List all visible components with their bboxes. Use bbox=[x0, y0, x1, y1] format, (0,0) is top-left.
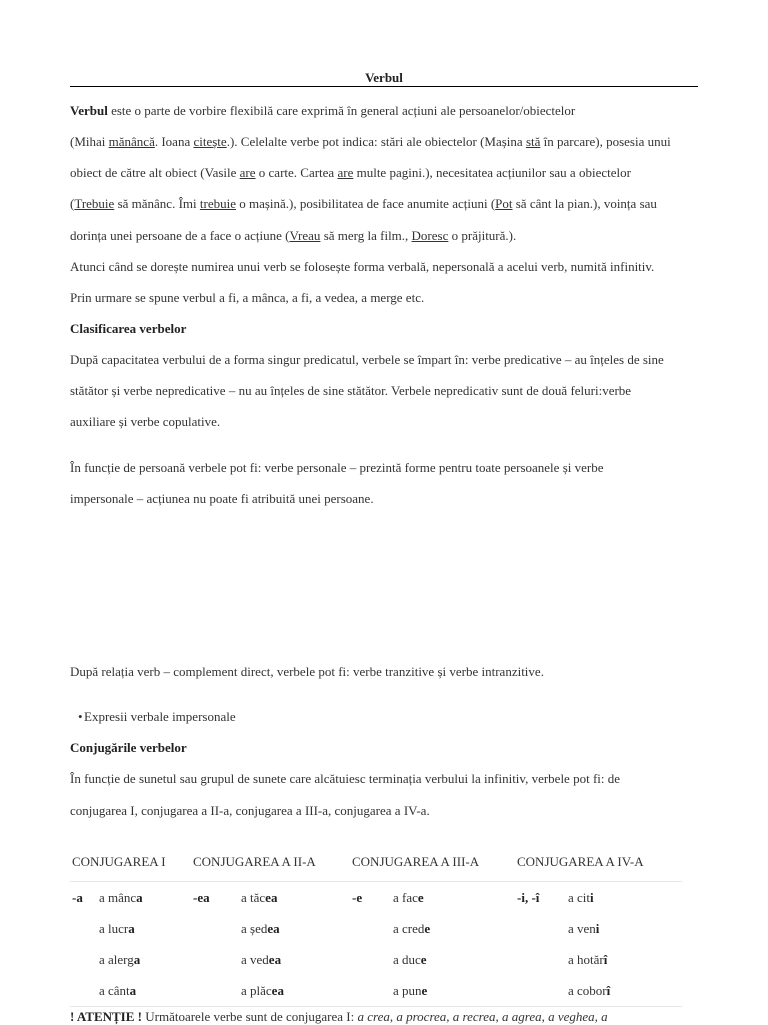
paragraph-infinitiv-line-1: Atunci când se dorește numirea unui verb se folosește forma verbală, nepersonală a acelui verb, numită infinitiv. bbox=[70, 259, 655, 274]
paragraph-predicative-line-2: stătător și verbe nepredicative – nu au înțeles de sine stătător. Verbele nepredicativ sunt de două feluri:verbe bbox=[70, 383, 632, 398]
paragraph-personale-line-1: În funcție de persoană verbele pot fi: verbe personale – prezintă forme pentru toate persoanele și verbe bbox=[70, 460, 604, 475]
table-cell: a tăcea bbox=[241, 889, 278, 905]
table-header-cell: CONJUGAREA I bbox=[70, 843, 193, 882]
table-cell: a face bbox=[393, 889, 424, 905]
table-cell: a ședea bbox=[241, 920, 280, 936]
table-cell: a citi bbox=[568, 889, 594, 905]
example-underlined: Doresc bbox=[411, 228, 449, 243]
paragraph-predicative-line-3: auxiliare și verbe copulative. bbox=[70, 414, 221, 429]
table-header-cell: CONJUGAREA A IV-A bbox=[517, 843, 682, 882]
example-underlined: citește bbox=[193, 134, 227, 149]
term-verbul: Verbul bbox=[70, 103, 108, 118]
paragraph-conjugari-line-2: conjugarea I, conjugarea a II-a, conjugarea a III-a, conjugarea a IV-a. bbox=[70, 803, 430, 818]
paragraph-infinitiv-line-2: Prin urmare se spune verbul a fi, a mânca, a fi, a vedea, a merge etc. bbox=[70, 290, 425, 305]
attention-examples: a crea, a procrea, a recrea, a agrea, a veghea, a bbox=[357, 1009, 608, 1024]
example-underlined: trebuie bbox=[199, 196, 236, 211]
table-row bbox=[70, 913, 682, 944]
example-underlined: stă bbox=[525, 134, 541, 149]
table-header-cell: CONJUGAREA A II-A bbox=[193, 843, 352, 882]
paragraph-definition-line-3: obiect de către alt obiect (Vasile are o carte. Cartea are multe pagini.), necesitatea acțiunilor sau a obiectelor bbox=[70, 165, 631, 180]
table-cell: a pune bbox=[393, 975, 517, 1007]
table-cell: a plăcea bbox=[241, 975, 352, 1007]
table-cell: a cânta bbox=[99, 975, 193, 1007]
table-cell: a alerga bbox=[99, 951, 141, 967]
paragraph-tranzitive: După relația verb – complement direct, verbele pot fi: verbe tranzitive și verbe intranzitive. bbox=[70, 664, 544, 679]
paragraph-personale-line-2: impersonale – acțiunea nu poate fi atribuită unei persoane. bbox=[70, 491, 374, 506]
example-underlined: Vreau bbox=[289, 228, 321, 243]
page-title: Verbul bbox=[70, 70, 698, 87]
paragraph-definition-line-5: dorința unei persoane de a face o acțiune (Vreau să merg la film., Doresc o prăjitură.). bbox=[70, 228, 517, 243]
table-row bbox=[70, 882, 682, 914]
table-cell: a crede bbox=[393, 920, 431, 936]
table-cell: a lucra bbox=[99, 920, 135, 936]
table-cell: a mânca bbox=[99, 889, 143, 905]
paragraph-conjugari-line-1: În funcție de sunetul sau grupul de sunete care alcătuiesc terminația verbului la infinitiv, verbele pot fi: de bbox=[70, 771, 621, 786]
example-underlined: Trebuie bbox=[74, 196, 115, 211]
bullet-icon: • bbox=[78, 709, 83, 724]
attention-note: ! ATENȚIE ! Următoarele verbe sunt de conjugarea I: a crea, a procrea, a recrea, a agrea, a veghea, a bbox=[70, 1009, 608, 1024]
table-cell: a duce bbox=[393, 951, 427, 967]
conjugation-table bbox=[70, 843, 682, 1007]
example-underlined: are bbox=[337, 165, 354, 180]
ending-label: -i, -î bbox=[517, 889, 540, 905]
table-row bbox=[70, 944, 682, 975]
ending-label: -ea bbox=[193, 889, 210, 905]
table-cell: a hotărî bbox=[568, 951, 608, 967]
table-cell: a veni bbox=[568, 920, 600, 936]
example-underlined: mănâncă bbox=[108, 134, 155, 149]
table-header-cell: CONJUGAREA A III-A bbox=[352, 843, 517, 882]
ending-label: -a bbox=[72, 889, 83, 905]
example-underlined: are bbox=[239, 165, 256, 180]
paragraph-definition-line-2: (Mihai mănâncă. Ioana citește.). Celelalte verbe pot indica: stări ale obiectelor (Mașina stă în parcare), posesia unui bbox=[70, 134, 671, 149]
table-row bbox=[70, 975, 682, 1007]
heading-conjugarile: Conjugările verbelor bbox=[70, 740, 187, 755]
paragraph-predicative-line-1: După capacitatea verbului de a forma singur predicatul, verbele se împart în: verbe predicative – au înțeles de sine bbox=[70, 352, 664, 367]
paragraph-definition-line-1: Verbul este o parte de vorbire flexibilă care exprimă în general acțiuni ale persoanelor/obiectelor bbox=[70, 103, 576, 118]
table-cell: a vedea bbox=[241, 951, 282, 967]
attention-label: ! ATENȚIE ! bbox=[70, 1009, 142, 1024]
table-header-row bbox=[70, 843, 682, 882]
table-cell: a coborî bbox=[568, 975, 682, 1007]
list-item: • Expresii verbale impersonale bbox=[78, 709, 236, 724]
ending-label: -e bbox=[352, 889, 363, 905]
paragraph-definition-line-4: (Trebuie să mănânc. Îmi trebuie o mașină.), posibilitatea de face anumite acțiuni (Pot să cânt la pian.), voința sau bbox=[70, 196, 657, 211]
heading-clasificarea: Clasificarea verbelor bbox=[70, 321, 187, 336]
example-underlined: Pot bbox=[495, 196, 513, 211]
